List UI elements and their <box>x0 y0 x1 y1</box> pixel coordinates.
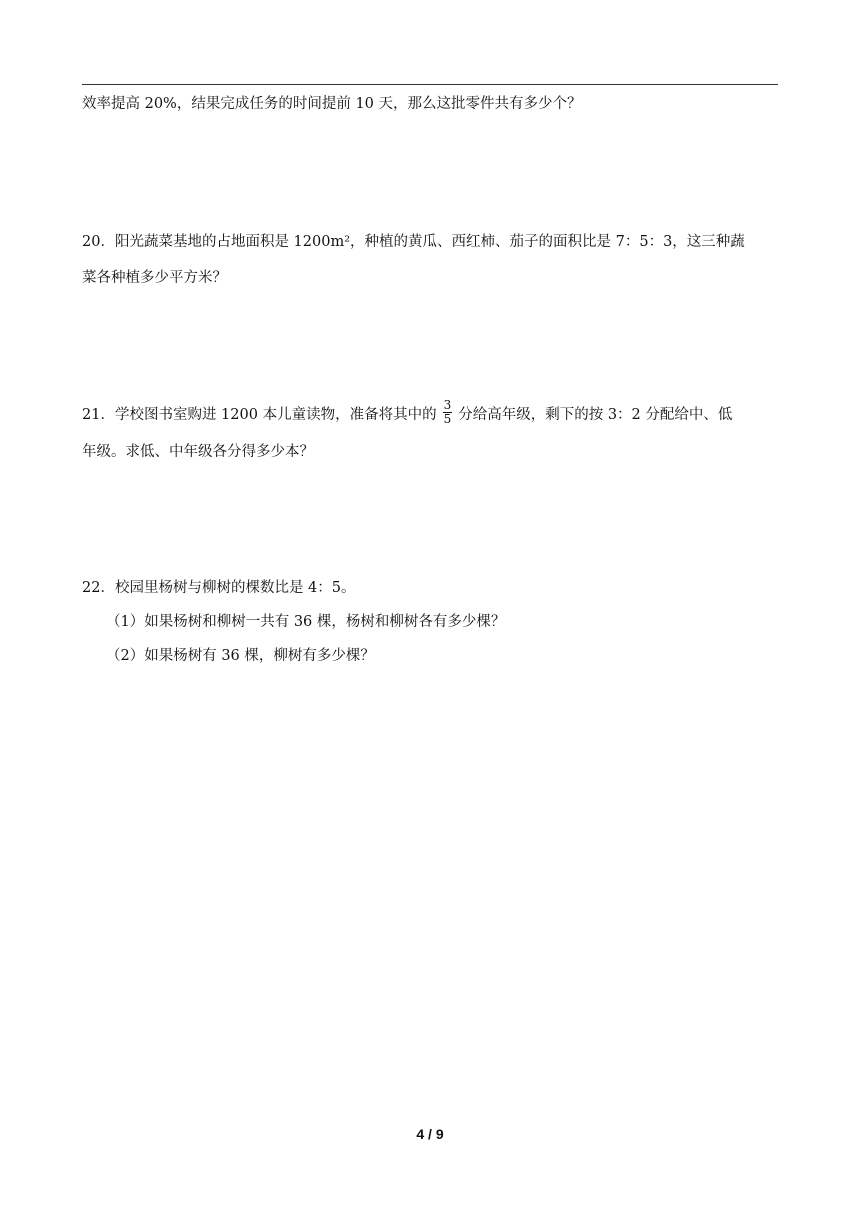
question-22-stem: 22．校园里杨树与柳树的棵数比是 4：5。 <box>82 580 356 596</box>
fraction-numerator: 3 <box>443 398 452 412</box>
question-21-line-2: 年级。求低、中年级各分得多少本？ <box>82 444 314 460</box>
question-20-line-1: 20．阳光蔬菜基地的占地面积是 1200m²，种植的黄瓜、西红柿、茄子的面积比是 7：5：3，这三种蔬 <box>82 234 745 250</box>
question-21-line-1 <box>82 398 778 428</box>
question-22-sub-2: （2）如果杨树有 36 棵，柳树有多少棵？ <box>106 648 375 664</box>
question-21-text-after-fraction: 分给高年级，剩下的按 3：2 分配给中、低 <box>458 406 733 423</box>
page-number: 4 / 9 <box>416 1126 444 1142</box>
question-20-line-2: 菜各种植多少平方米？ <box>82 270 227 286</box>
question-22-sub-1: （1）如果杨树和柳树一共有 36 棵，杨树和柳树各有多少棵？ <box>106 614 506 630</box>
fraction-three-fifths <box>443 399 453 426</box>
header-rule <box>82 84 778 85</box>
fraction-denominator: 5 <box>443 412 452 426</box>
question-19-continuation: 效率提高 20%，结果完成任务的时间提前 10 天，那么这批零件共有多少个？ <box>82 96 582 112</box>
question-21-text-before-fraction: 21．学校图书室购进 1200 本儿童读物，准备将其中的 <box>82 406 437 423</box>
